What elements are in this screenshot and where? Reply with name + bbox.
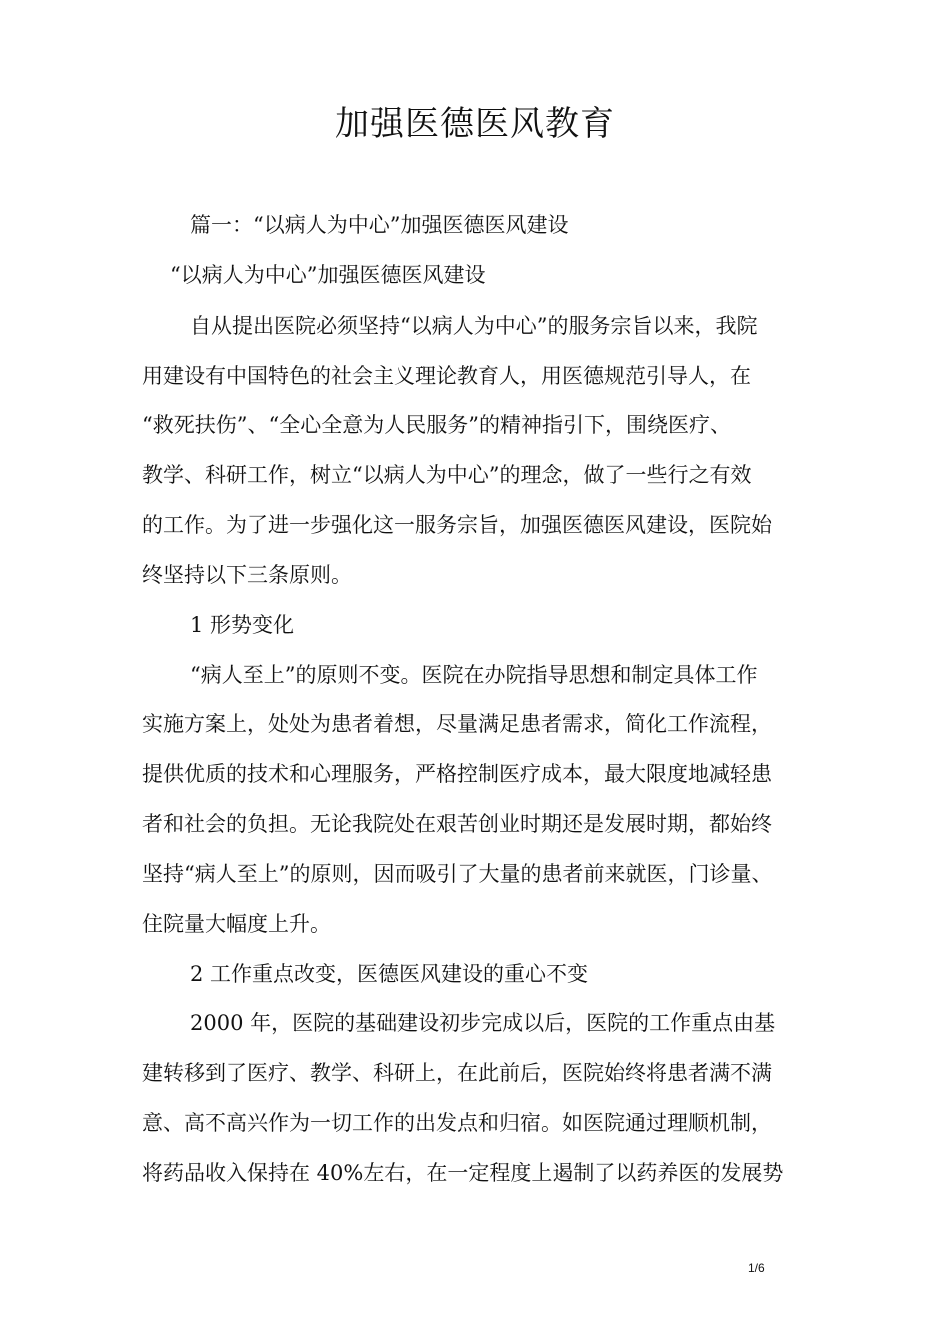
text-line: 住院量大幅度上升。 bbox=[142, 912, 331, 936]
section-heading: 2 工作重点改变，医德医风建设的重心不变 bbox=[190, 962, 589, 986]
text-line: 篇一：“以病人为中心”加强医德医风建设 bbox=[190, 213, 569, 237]
section-heading: 1 形势变化 bbox=[190, 613, 295, 637]
text-line: 的工作。为了进一步强化这一服务宗旨，加强医德医风建设，医院始 bbox=[142, 513, 772, 537]
text-line: 2000 年，医院的基础建设初步完成以后，医院的工作重点由基 bbox=[190, 1011, 776, 1035]
text-line: 建转移到了医疗、教学、科研上，在此前后，医院始终将患者满不满 bbox=[142, 1061, 772, 1085]
text-line: “以病人为中心”加强医德医风建设 bbox=[170, 263, 486, 287]
text-line: 者和社会的负担。无论我院处在艰苦创业时期还是发展时期，都始终 bbox=[142, 812, 772, 836]
page-number: 1/6 bbox=[748, 1261, 765, 1275]
text-line: 用建设有中国特色的社会主义理论教育人，用医德规范引导人，在 bbox=[142, 364, 751, 388]
text-line: 终坚持以下三条原则。 bbox=[142, 563, 352, 587]
document-title: 加强医德医风教育 bbox=[335, 104, 615, 144]
text-line: 实施方案上，处处为患者着想，尽量满足患者需求，简化工作流程， bbox=[142, 712, 772, 736]
text-line: “救死扶伤”、“全心全意为人民服务”的精神指引下，围绕医疗、 bbox=[142, 413, 731, 437]
text-line: 意、高不高兴作为一切工作的出发点和归宿。如医院通过理顺机制， bbox=[142, 1111, 772, 1135]
text-line: 自从提出医院必须坚持“以病人为中心”的服务宗旨以来，我院 bbox=[190, 314, 758, 338]
text-line: 坚持“病人至上”的原则，因而吸引了大量的患者前来就医，门诊量、 bbox=[142, 862, 773, 886]
text-line: 提供优质的技术和心理服务，严格控制医疗成本，最大限度地减轻患 bbox=[142, 762, 772, 786]
text-line: 将药品收入保持在 40%左右，在一定程度上遏制了以药养医的发展势 bbox=[142, 1161, 784, 1185]
text-line: “病人至上”的原则不变。医院在办院指导思想和制定具体工作 bbox=[190, 663, 758, 687]
text-line: 教学、科研工作，树立“以病人为中心”的理念，做了一些行之有效 bbox=[142, 463, 752, 487]
